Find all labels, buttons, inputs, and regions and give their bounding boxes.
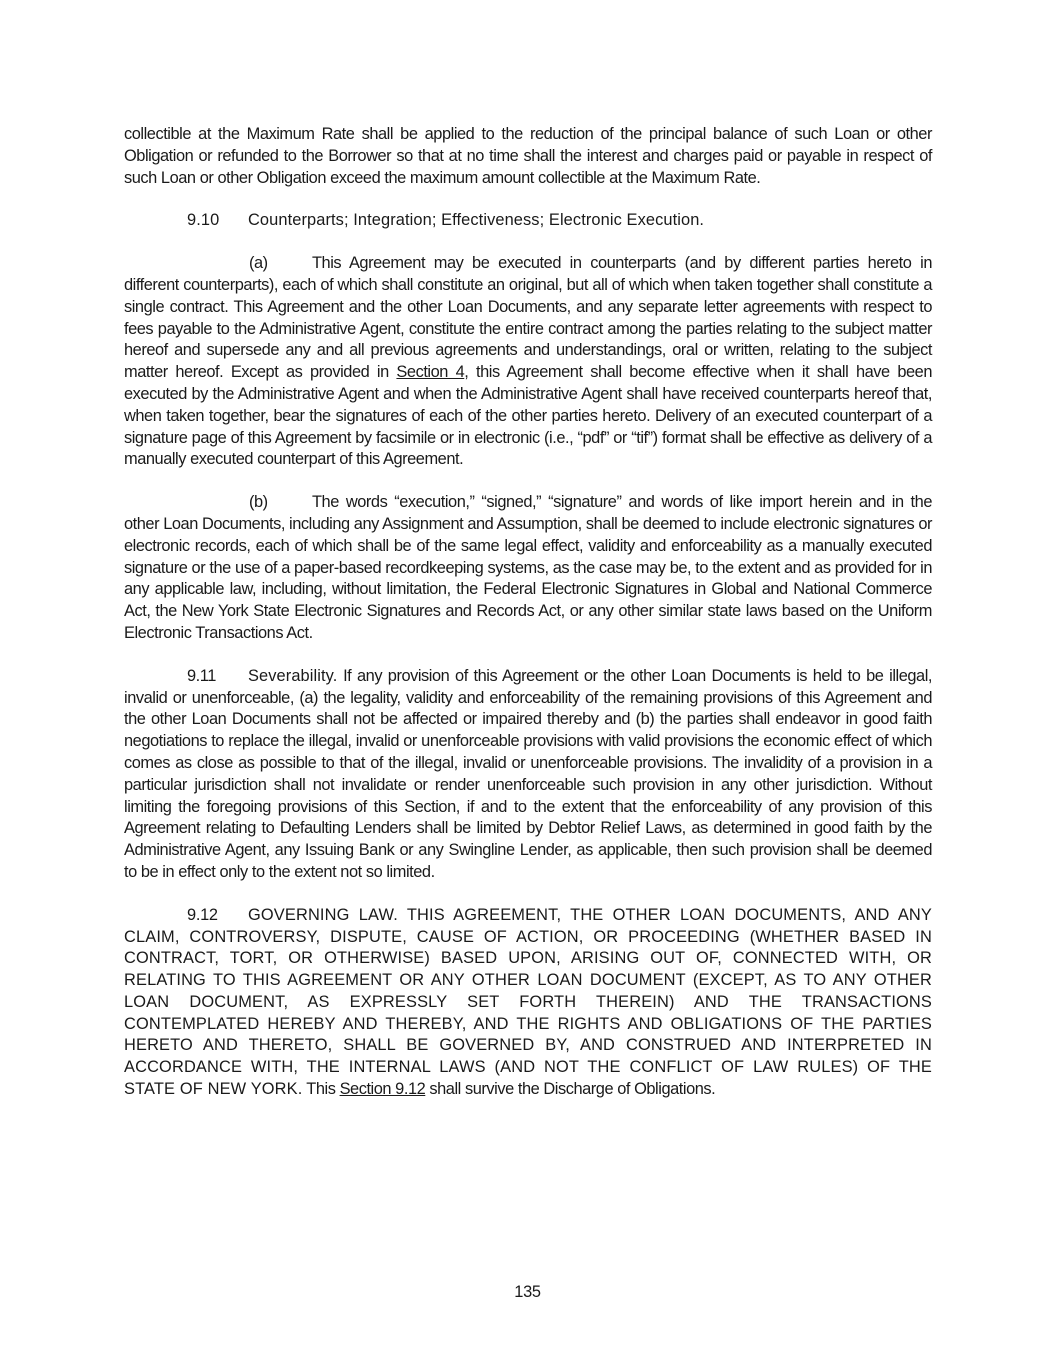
section-9-12-reference[interactable]: Section 9.12 <box>339 1080 426 1099</box>
section-title: Counterparts; Integration; Effectiveness; Electronic Execution. <box>248 211 705 230</box>
section-text-pre: This <box>306 1080 340 1099</box>
section-text: If any provision of this Agreement or the other Loan Documents is held to be illegal, invalid or unenforceable, (a) the legality, validity and enforceability of the remaining provisions of this Agreement and the other Loan Documents shall not be affected or impaired thereby and (b) the parties shall endeavor in good faith negotiations to replace the illegal, invalid or unenforceable provisions with valid provisions the economic effect of which comes as close as possible to that of the illegal, invalid or unenforceable provisions. The invalidity of a provision in a particular jurisdiction shall not invalidate or render unenforceable such provision in any other jurisdiction. Without limiting the foregoing provisions of this Section, if and to the extent that the enforceability of any provision of this Agreement relating to Defaulting Lenders shall be limited by Debtor Relief Laws, as determined in good faith by the Administrative Agent, any Issuing Bank or any Swingline Lender, as applicable, then such provision shall be deemed to be in effect only to the extent not so limited. <box>124 666 933 881</box>
section-9-10-a <box>124 253 932 471</box>
section-title: Severability. <box>248 666 338 685</box>
clause-text-cont: , this Agreement shall become effective when it shall have been executed by the Administrative Agent and when the Administrative Agent shall have received counterparts hereof that, when taken together, bear the signatures of each of the other parties hereto. Delivery of an executed counterpart of a signature page of this Agreement by facsimile or in electronic (i.e., “pdf” or “tif”) format shall be effective as delivery of a manually executed counterpart of this Agreement. <box>124 363 932 469</box>
page-number: 135 <box>514 1283 541 1301</box>
section-text-caps: THIS AGREEMENT, THE OTHER LOAN DOCUMENTS, AND ANY CLAIM, CONTROVERSY, DISPUTE, CAUSE OF ACTION, OR PROCEEDING (WHETHER BASED IN CONTRACT, TORT, OR OTHERWISE) BASED UPON, ARISING OUT OF, CONNECTED WITH, OR RELATING TO THIS AGREEMENT OR ANY OTHER LOAN DOCUMENT (EXCEPT, AS TO ANY OTHER LOAN DOCUMENT, AS EXPRESSLY SET FORTH THEREIN) AND THE TRANSACTIONS CONTEMPLATED HEREBY AND THEREBY, AND THE RIGHTS AND OBLIGATIONS OF THE PARTIES HERETO AND THERETO, SHALL BE GOVERNED BY, AND CONSTRUED AND INTERPRETED IN ACCORDANCE WITH, THE INTERNAL LAWS (AND NOT THE CONFLICT OF LAW RULES) OF THE STATE OF NEW YORK. <box>124 905 932 1099</box>
section-number: 9.10 <box>187 211 220 230</box>
clause-text: This Agreement may be executed in counterparts (and by different parties hereto in different counterparts), each of which shall constitute an original, but all of which when taken together shall constitute a single contract. This Agreement and the other Loan Documents, and any separate letter agreements with respect to fees payable to the Administrative Agent, constitute the entire contract among the parties relating to the subject matter hereof and supersede any and all previous agreements and understandings, oral or written, relating to the subject matter hereof. Except as provided in <box>124 254 932 382</box>
section-9-11 <box>124 666 932 884</box>
section-text-post: shall survive the Discharge of Obligations. <box>425 1080 716 1099</box>
section-9-10-heading <box>124 210 932 232</box>
section-9-12 <box>124 905 932 1101</box>
section-number: 9.11 <box>187 666 216 685</box>
section-9-10-b <box>124 492 932 645</box>
section-number: 9.12 <box>187 905 218 924</box>
clause-text: The words “execution,” “signed,” “signature” and words of like import herein and in the other Loan Documents, including any Assignment and Assumption, shall be deemed to include electronic signatures or electronic records, each of which shall be of the same legal effect, validity and enforceability as a manually executed signature or the use of a paper-based recordkeeping systems, as the case may be, to the extent and as provided for in any applicable law, including, without limitation, the Federal Electronic Signatures in Global and National Commerce Act, the New York State Electronic Signatures and Records Act, or any other similar state laws based on the Uniform Electronic Transactions Act. <box>124 493 932 642</box>
clause-label: (b) <box>249 493 268 512</box>
section-title: GOVERNING LAW. <box>248 905 398 924</box>
clause-label: (a) <box>249 254 268 273</box>
document-page <box>124 124 932 1101</box>
section-4-reference[interactable]: Section 4 <box>396 363 465 382</box>
paragraph-intro: collectible at the Maximum Rate shall be applied to the reduction of the principal balance of such Loan or other Obligation or refunded to the Borrower so that at no time shall the interest and charges paid or payable in respect of such Loan or other Obligation exceed the maximum amount collectible at the Maximum Rate. <box>124 125 932 187</box>
